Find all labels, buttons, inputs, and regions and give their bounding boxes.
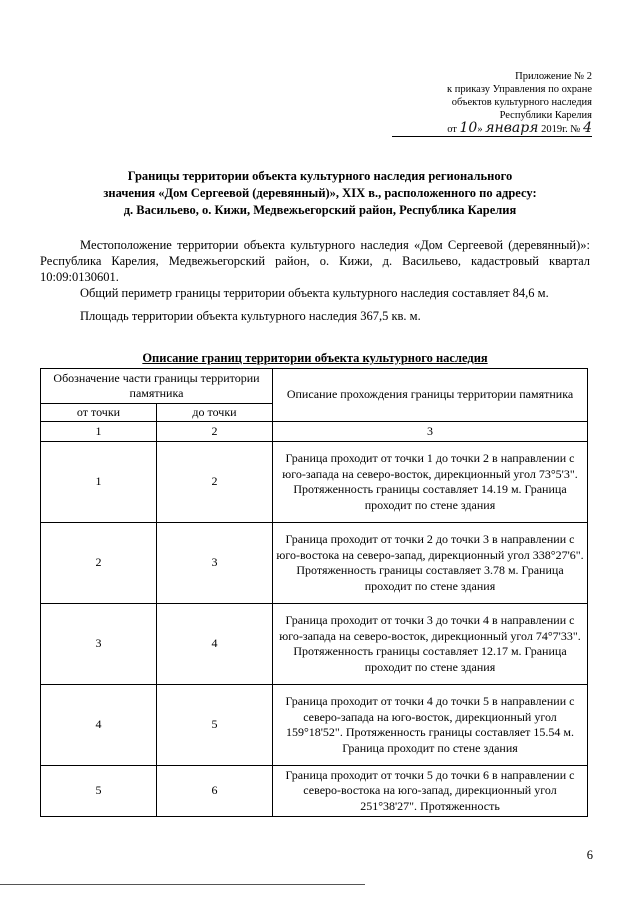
- description-cell: Граница проходит от точки 1 до точки 2 в направлении с юго-запада на северо-восток, дирекционный угол 73°5'3". Протяженность границы составляет 14.19 м. Граница проходит по стене здания: [273, 442, 588, 523]
- footer-divider: [0, 884, 365, 885]
- table-row: [41, 604, 588, 685]
- appendix-date-row: [392, 122, 592, 137]
- column-number-cell: 2: [157, 422, 273, 442]
- from-point-cell: 3: [41, 604, 157, 685]
- header-to-cell: до точки: [157, 404, 273, 422]
- location-paragraph: Местоположение территории объекта культурного наследия «Дом Сергеевой (деревянный)»: Республика Карелия, Медвежьегорский район, о. Кижи, д. Васильево, кадастровый квартал 10:09:0130601.: [40, 238, 590, 284]
- body-text: [40, 237, 590, 324]
- to-point-cell: 3: [157, 523, 273, 604]
- to-point-cell: 6: [157, 766, 273, 817]
- from-point-cell: 5: [41, 766, 157, 817]
- description-cell: Граница проходит от точки 2 до точки 3 в направлении с юго-востока на северо-запад, дирекционный угол 338°27'6". Протяженность границы составляет 3.78 м. Граница проходит по стене здания: [273, 523, 588, 604]
- appendix-line-2: к приказу Управления по охране: [447, 84, 592, 95]
- table-row: [41, 685, 588, 766]
- column-number-cell: 1: [41, 422, 157, 442]
- date-separator: »: [477, 124, 483, 135]
- header-part-cell: Обозначение части границы территории памятника: [41, 369, 273, 404]
- perimeter-paragraph: Общий периметр границы территории объекта культурного наследия составляет 84,6 м.: [80, 286, 549, 300]
- table-row: [41, 523, 588, 604]
- table-row: [41, 442, 588, 523]
- appendix-header: [392, 70, 592, 137]
- area-paragraph: Площадь территории объекта культурного наследия 367,5 кв. м.: [80, 309, 421, 323]
- date-day-handwritten: 10: [459, 120, 478, 136]
- title-line-1: Границы территории объекта культурного наследия регионального: [127, 169, 513, 183]
- table-caption: Описание границ территории объекта культурного наследия: [142, 351, 488, 365]
- column-number-cell: 3: [273, 422, 588, 442]
- table-header-row: [41, 369, 588, 404]
- header-desc-cell: Описание прохождения границы территории памятника: [273, 369, 588, 422]
- document-title: [60, 168, 580, 219]
- order-number-handwritten: 4: [583, 120, 592, 136]
- from-point-cell: 4: [41, 685, 157, 766]
- appendix-line-3: объектов культурного наследия: [451, 97, 592, 108]
- appendix-line-4: Республики Карелия: [499, 110, 592, 121]
- page-number: 6: [586, 848, 593, 862]
- from-point-cell: 2: [41, 523, 157, 604]
- title-line-2: значения «Дом Сергеевой (деревянный)», XIX в., расположенного по адресу:: [103, 186, 537, 200]
- description-cell: Граница проходит от точки 5 до точки 6 в направлении с северо-востока на юго-запад, дирекционный угол 251°38'27". Протяженность: [273, 766, 588, 817]
- to-point-cell: 4: [157, 604, 273, 685]
- date-prefix: от: [447, 124, 457, 135]
- description-cell: Граница проходит от точки 3 до точки 4 в направлении с юго-запада на северо-восток, дирекционный угол 74°7'33". Протяженность границы составляет 12.17 м. Граница проходит по стене здания: [273, 604, 588, 685]
- to-point-cell: 2: [157, 442, 273, 523]
- table-column-number-row: [41, 422, 588, 442]
- table-row: [41, 766, 588, 817]
- description-cell: Граница проходит от точки 4 до точки 5 в направлении с северо-запада на юго-восток, дирекционный угол 159°18'52". Протяженность границы составляет 15.54 м. Граница проходит по стене здания: [273, 685, 588, 766]
- date-month-handwritten: января: [485, 120, 539, 136]
- from-point-cell: 1: [41, 442, 157, 523]
- title-line-3: д. Васильево, о. Кижи, Медвежьегорский район, Республика Карелия: [123, 203, 517, 217]
- appendix-line-1: Приложение № 2: [515, 71, 592, 82]
- header-from-cell: от точки: [41, 404, 157, 422]
- date-year: 2019г. №: [541, 124, 581, 135]
- boundary-table: [40, 368, 588, 817]
- to-point-cell: 5: [157, 685, 273, 766]
